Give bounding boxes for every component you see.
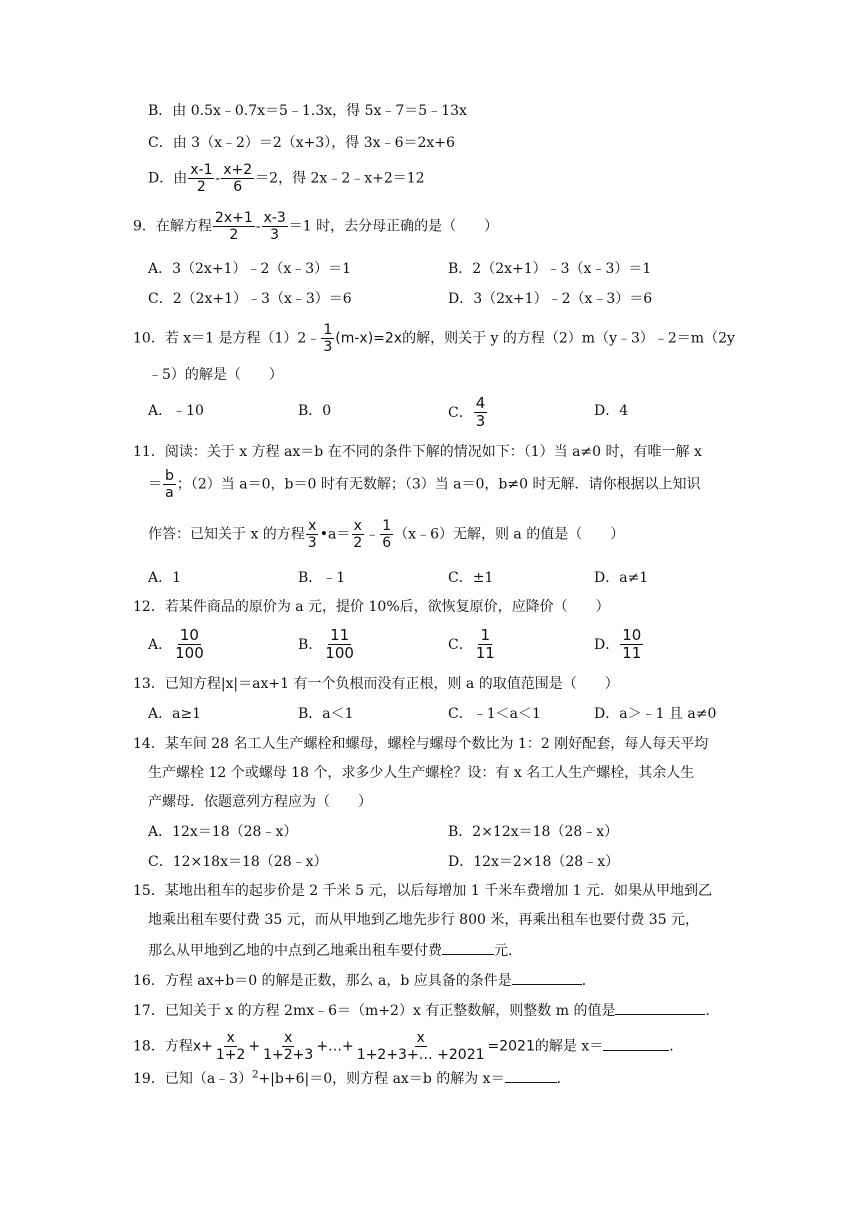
fraction: $\frac{1}{3}$ xyxy=(323,322,333,356)
fraction: $\frac{x-3}{3}$ xyxy=(263,210,286,244)
fraction: $\frac{11}{100}$ xyxy=(325,626,354,663)
fraction: $\frac{x-1}{2}$ xyxy=(190,162,213,196)
q9-option-c: C．2（2x+1）﹣3（x﹣3）＝6 xyxy=(148,291,352,307)
fraction: $\frac{10}{100}$ xyxy=(175,626,204,663)
q11-line1: 11．阅读：关于 x 方程 ax＝b 在不同的条件下解的情况如下：（1）当 a≠0 时，有唯一解 x xyxy=(133,444,702,460)
q10-stem: 10．若 x＝1 是方程（1）2﹣ $\frac{1}{3}$ (m-x)=2x的解，则关于 y 的方程（2）m（y﹣3）﹣2＝m（2y xyxy=(133,322,735,356)
q11-option-c: C．±1 xyxy=(448,570,494,586)
q12-stem: 12．若某件商品的原价为 a 元，提价 10%后，欲恢复原价，应降价（ ） xyxy=(133,599,610,615)
q9-stem: 9．在解方程 $\frac{2x+1}{2}$ - $\frac{x-3}{3}$ ＝1 时，去分母正确的是（ ） xyxy=(133,210,499,244)
q10-option-a: A．﹣10 xyxy=(148,403,204,419)
q8-option-c: C．由 3（x﹣2）＝2（x+3），得 3x﹣6＝2x+6 xyxy=(148,135,455,151)
q18-stem: 18．方程x+ $\frac{x}{1+2}$ + $\frac{x}{1+2+3}$ +…+ $\frac{x}{1+2+3+\dots +2021}$ =2021的解是 x＝ ． xyxy=(133,1030,684,1064)
q10-option-c: C． $\frac{4}{3}$ xyxy=(448,394,486,431)
fraction: $\frac{x}{3}$ xyxy=(307,518,317,552)
q13-option-a: A．a≥1 xyxy=(148,706,202,722)
q9-option-d: D．3（2x+1）﹣2（x﹣3）＝6 xyxy=(448,291,653,307)
fraction: $\frac{x+2}{6}$ xyxy=(223,162,253,196)
q12-option-d: D． $\frac{10}{11}$ xyxy=(594,626,642,663)
q17-stem: 17．已知关于 x 的方程 2mx﹣6＝（m+2）x 有正整数解，则整数 m 的值是 ． xyxy=(133,1003,720,1019)
q14-option-c: C．12×18x＝18（28﹣x） xyxy=(148,854,328,870)
q11-option-b: B．﹣1 xyxy=(298,570,346,586)
fraction: $\frac{b}{a}$ xyxy=(165,468,174,502)
fraction: $\frac{1}{6}$ xyxy=(382,518,392,552)
q10-stem-line2: ﹣5）的解是（ ） xyxy=(148,367,283,383)
q10-option-d: D．4 xyxy=(594,403,629,419)
fraction: $\frac{4}{3}$ xyxy=(475,394,486,431)
q8-option-b: B．由 0.5x﹣0.7x＝5﹣1.3x，得 5x﹣7＝5﹣13x xyxy=(148,103,467,119)
answer-blank xyxy=(505,1070,557,1083)
q11-option-a: A．1 xyxy=(148,570,182,586)
answer-blank xyxy=(603,1038,669,1051)
q15-line2: 地乘出租车要付费 35 元，而从甲地到乙地先步行 800 米，再乘出租车也要付费 35 元， xyxy=(148,912,700,928)
fraction: $\frac{1}{11}$ xyxy=(475,626,495,663)
q11-option-d: D．a≠1 xyxy=(594,570,649,586)
answer-blank xyxy=(615,1002,705,1015)
q16-stem: 16．方程 ax+b＝0 的解是正数，那么 a，b 应具备的条件是 ． xyxy=(133,973,596,989)
q15-line1: 15．某地出租车的起步价是 2 千米 5 元，以后每增加 1 千米车费增加 1 元．如果从甲地到乙 xyxy=(133,883,713,899)
q13-stem: 13．已知方程|x|＝ax+1 有一个负根而没有正根，则 a 的取值范围是（ ） xyxy=(133,676,619,692)
q13-option-d: D．a＞﹣1 且 a≠0 xyxy=(594,706,717,722)
q11-line2: ＝ $\frac{b}{a}$ ；（2）当 a＝0，b＝0 时有无数解；（3）当 a＝0，b≠0 时无解．请你根据以上知识 xyxy=(148,468,701,502)
answer-blank xyxy=(442,942,494,955)
q14-line2: 生产螺栓 12 个或螺母 18 个，求多少人生产螺栓？设：有 x 名工人生产螺栓，其余人生 xyxy=(148,765,695,781)
fraction: $\frac{x}{2}$ xyxy=(353,518,363,552)
q11-line3: 作答：已知关于 x 的方程 $\frac{x}{3}$ •a＝ $\frac{x}{2}$ ﹣ $\frac{1}{6}$ （x﹣6）无解，则 a 的值是（ ） xyxy=(148,518,625,552)
fraction: $\frac{x}{1+2}$ xyxy=(215,1030,246,1064)
q14-line3: 产螺母．依题意列方程应为（ ） xyxy=(148,794,372,810)
fraction: $\frac{x}{1+2+3}$ xyxy=(263,1030,314,1064)
q13-option-c: C．﹣1＜a＜1 xyxy=(448,706,541,722)
q10-option-b: B．0 xyxy=(298,403,332,419)
q8-option-d: D．由 $\frac{x-1}{2}$ - $\frac{x+2}{6}$ ＝2，得 2x﹣2﹣x+2＝12 xyxy=(148,162,425,196)
q9-option-b: B．2（2x+1）﹣3（x﹣3）＝1 xyxy=(448,261,652,277)
fraction: $\frac{2x+1}{2}$ xyxy=(214,210,253,244)
q14-line1: 14．某车间 28 名工人生产螺栓和螺母，螺栓与螺母个数比为 1：2 刚好配套，每人每天平均 xyxy=(133,736,709,752)
q14-option-d: D．12x＝2×18（28﹣x） xyxy=(448,854,620,870)
q9-option-a: A．3（2x+1）﹣2（x﹣3）＝1 xyxy=(148,261,352,277)
q12-option-c: C． $\frac{1}{11}$ xyxy=(448,626,495,663)
q12-option-a: A． $\frac{10}{100}$ xyxy=(148,626,204,663)
q13-option-b: B．a＜1 xyxy=(298,706,354,722)
q12-option-b: B． $\frac{11}{100}$ xyxy=(298,626,354,663)
q14-option-a: A．12x＝18（28﹣x） xyxy=(148,824,298,840)
q19-stem: 19．已知（a﹣3）$^2$+|b+6|＝0，则方程 ax＝b 的解为 x＝ ． xyxy=(133,1069,571,1087)
fraction: $\frac{10}{11}$ xyxy=(622,626,642,663)
fraction: $\frac{x}{1+2+3+\dots +2021}$ xyxy=(356,1030,485,1064)
q14-option-b: B．2×12x＝18（28﹣x） xyxy=(448,824,619,840)
q15-line3: 那么从甲地到乙地的中点到乙地乘出租车要付费 元． xyxy=(148,943,522,959)
answer-blank xyxy=(512,972,582,985)
